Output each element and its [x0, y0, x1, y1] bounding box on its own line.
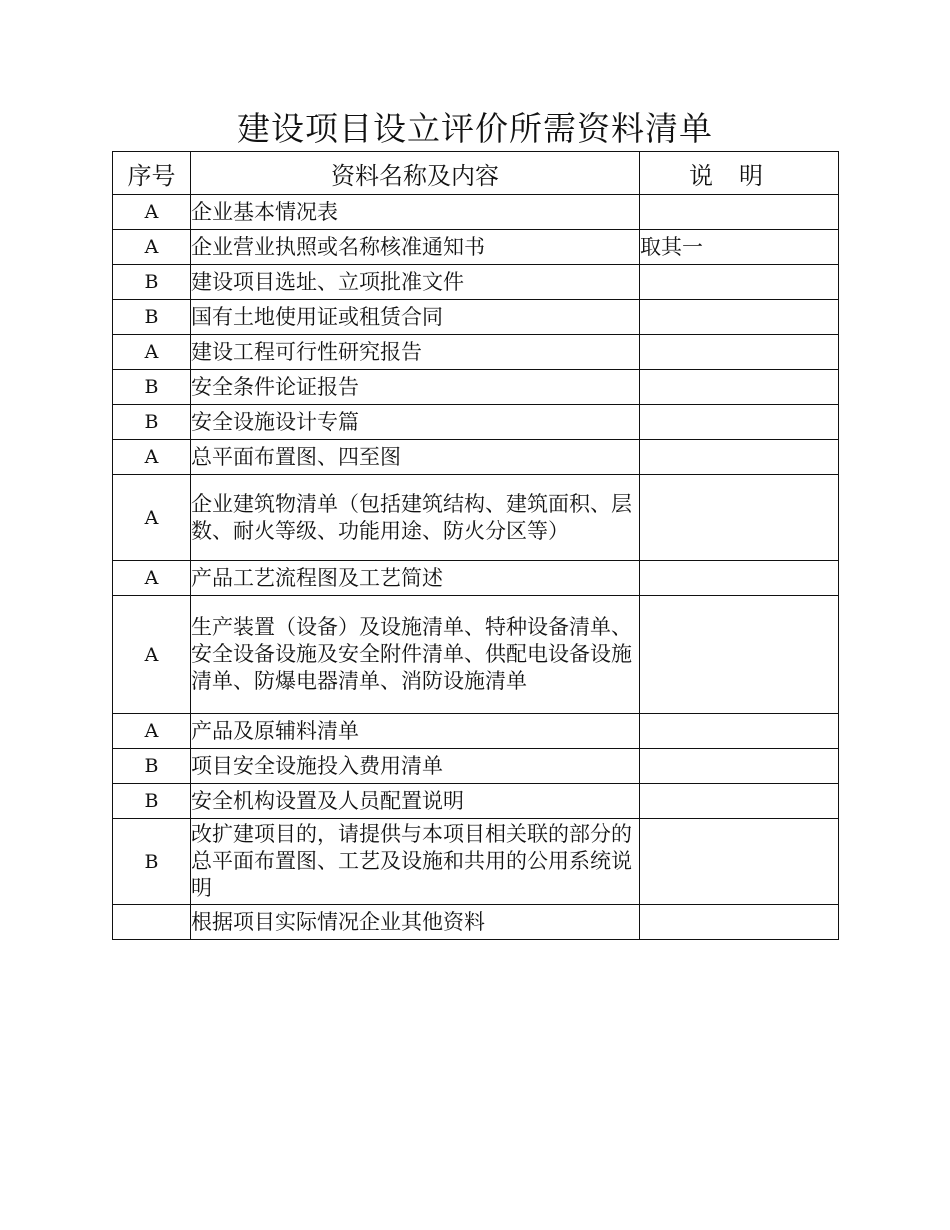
table-row	[113, 819, 839, 905]
table-header-row	[113, 152, 839, 195]
row-name: 企业基本情况表	[191, 195, 640, 230]
document-title: 建设项目设立评价所需资料清单	[237, 109, 713, 148]
row-seq: A	[113, 714, 191, 749]
table-row	[113, 335, 839, 370]
row-note	[640, 405, 839, 440]
row-name: 产品工艺流程图及工艺简述	[191, 561, 640, 596]
table-row	[113, 749, 839, 784]
row-seq: A	[113, 475, 191, 561]
table-row	[113, 784, 839, 819]
row-name: 根据项目实际情况企业其他资料	[191, 905, 640, 940]
header-name: 资料名称及内容	[191, 152, 640, 195]
row-seq: B	[113, 370, 191, 405]
row-seq: A	[113, 230, 191, 265]
table-row	[113, 475, 839, 561]
row-note	[640, 195, 839, 230]
row-name: 安全条件论证报告	[191, 370, 640, 405]
table-row	[113, 300, 839, 335]
row-seq: A	[113, 195, 191, 230]
row-note	[640, 596, 839, 714]
row-name: 生产装置（设备）及设施清单、特种设备清单、安全设备设施及安全附件清单、供配电设备设施清单、防爆电器清单、消防设施清单	[191, 596, 640, 714]
row-name: 企业营业执照或名称核准通知书	[191, 230, 640, 265]
row-note	[640, 265, 839, 300]
row-note	[640, 819, 839, 905]
row-name: 安全机构设置及人员配置说明	[191, 784, 640, 819]
table-row	[113, 370, 839, 405]
row-seq: B	[113, 265, 191, 300]
row-name: 建设项目选址、立项批准文件	[191, 265, 640, 300]
row-seq: B	[113, 819, 191, 905]
header-note: 说明	[640, 152, 839, 195]
table-row	[113, 905, 839, 940]
row-seq: B	[113, 784, 191, 819]
table-row	[113, 195, 839, 230]
row-note: 取其一	[640, 230, 839, 265]
row-name: 项目安全设施投入费用清单	[191, 749, 640, 784]
row-note	[640, 475, 839, 561]
row-note	[640, 714, 839, 749]
row-note	[640, 335, 839, 370]
row-name: 产品及原辅料清单	[191, 714, 640, 749]
materials-table	[112, 151, 839, 940]
row-note	[640, 905, 839, 940]
row-seq: B	[113, 749, 191, 784]
row-name: 总平面布置图、四至图	[191, 440, 640, 475]
row-name: 建设工程可行性研究报告	[191, 335, 640, 370]
row-seq: A	[113, 335, 191, 370]
table-row	[113, 440, 839, 475]
row-note	[640, 784, 839, 819]
row-name: 国有土地使用证或租赁合同	[191, 300, 640, 335]
row-note	[640, 749, 839, 784]
row-note	[640, 370, 839, 405]
table-row	[113, 561, 839, 596]
row-name: 改扩建项目的，请提供与本项目相关联的部分的总平面布置图、工艺及设施和共用的公用系统说明	[191, 819, 640, 905]
row-note	[640, 561, 839, 596]
row-note	[640, 440, 839, 475]
row-seq: A	[113, 596, 191, 714]
row-seq: A	[113, 440, 191, 475]
row-seq	[113, 905, 191, 940]
row-note	[640, 300, 839, 335]
table-row	[113, 230, 839, 265]
row-name: 企业建筑物清单（包括建筑结构、建筑面积、层数、耐火等级、功能用途、防火分区等）	[191, 475, 640, 561]
row-seq: A	[113, 561, 191, 596]
row-seq: B	[113, 405, 191, 440]
table-row	[113, 405, 839, 440]
row-seq: B	[113, 300, 191, 335]
table-row	[113, 596, 839, 714]
table-row	[113, 265, 839, 300]
table-row	[113, 714, 839, 749]
header-seq: 序号	[113, 152, 191, 195]
row-name: 安全设施设计专篇	[191, 405, 640, 440]
